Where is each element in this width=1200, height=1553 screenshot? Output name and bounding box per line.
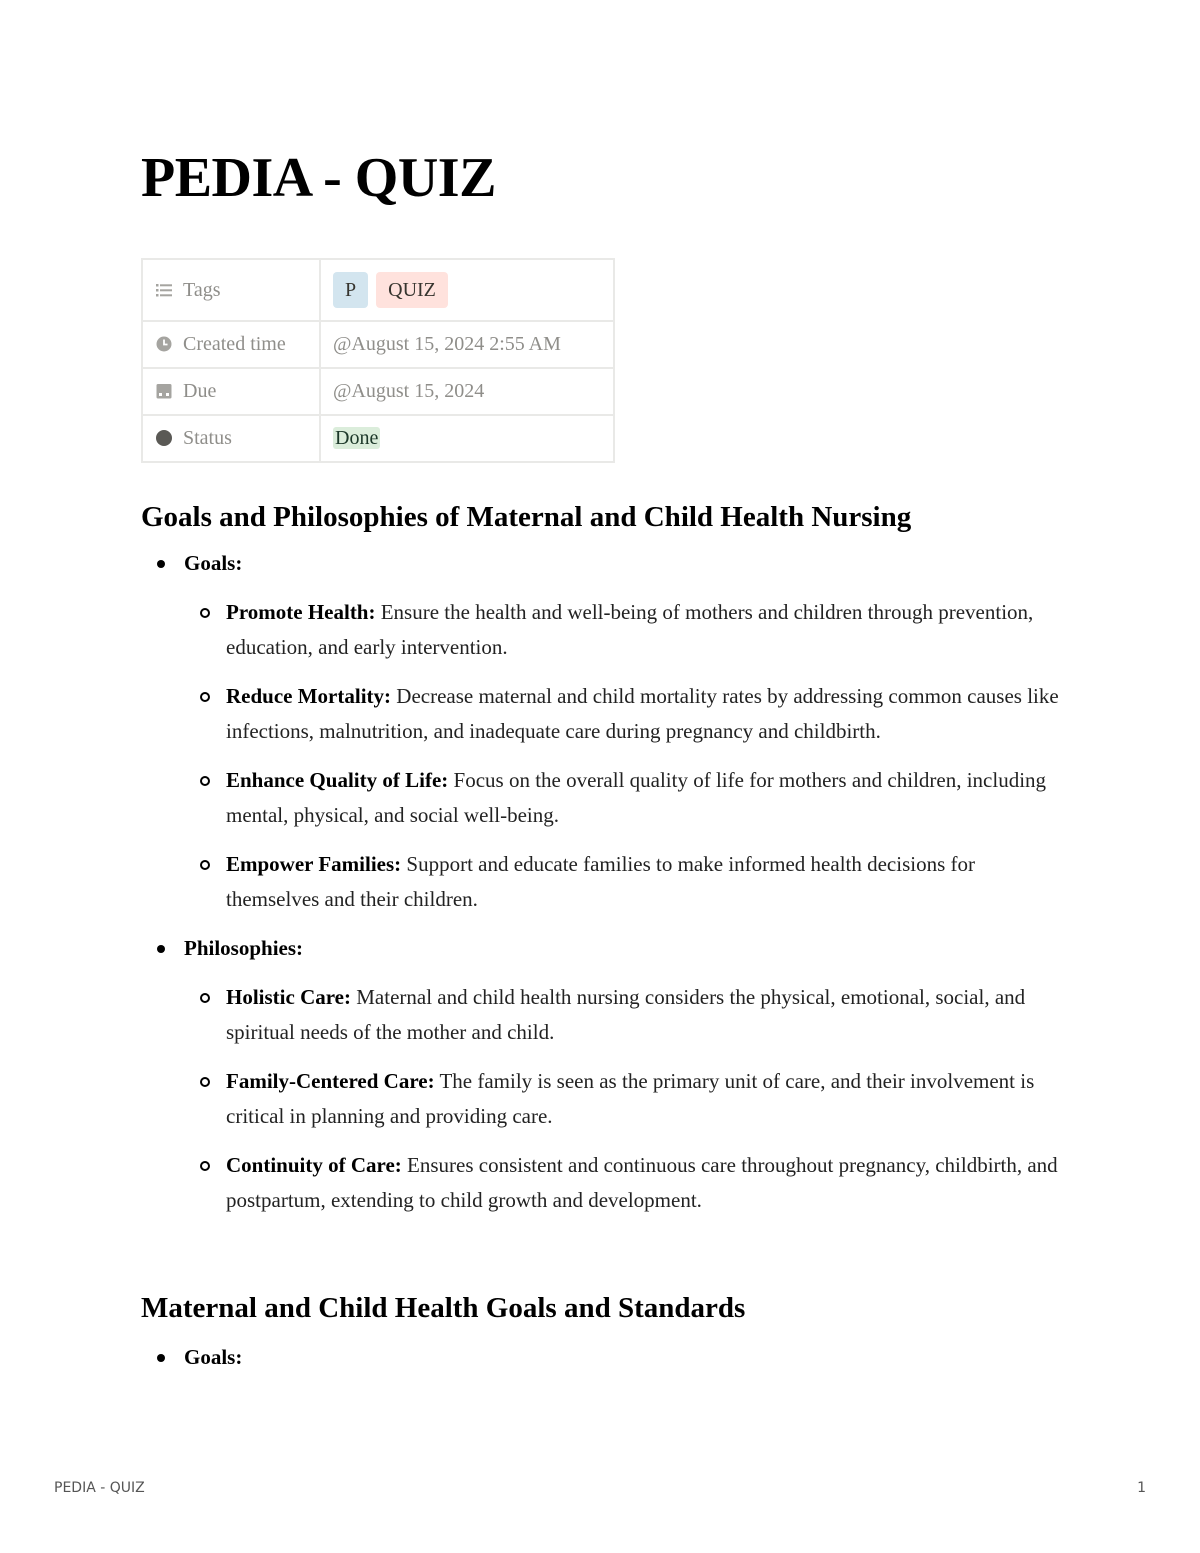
properties-table [141, 258, 615, 463]
item-text: Ensures consistent and continuous care throughout pregnancy, childbirth, and postpartum, extending to child growth and development. [226, 1153, 1058, 1212]
due-label: Due [183, 380, 217, 402]
property-value [320, 415, 614, 462]
due-value: @August 15, 2024 [320, 368, 614, 415]
list-item [141, 931, 1061, 1218]
sub-list [184, 980, 1061, 1218]
status-icon [155, 429, 173, 447]
property-key [142, 368, 320, 415]
list-item [184, 1064, 1061, 1134]
list-item [184, 595, 1061, 665]
list-item [141, 546, 1061, 917]
section-heading: Goals and Philosophies of Maternal and Child Health Nursing [141, 501, 912, 533]
list-item [184, 847, 1061, 917]
item-label: Family-Centered Care: [226, 1069, 435, 1093]
property-row-tags [142, 259, 614, 321]
property-row-status [142, 415, 614, 462]
section-heading: Maternal and Child Health Goals and Standards [141, 1292, 746, 1324]
clock-icon [155, 335, 173, 353]
item-text: Maternal and child health nursing considers the physical, emotional, social, and spiritual needs of the mother and child. [226, 985, 1026, 1044]
item-label: Reduce Mortality: [226, 684, 392, 708]
section1-list [141, 546, 1061, 1232]
footer-title: PEDIA - QUIZ [54, 1480, 145, 1496]
group-label: Goals: [184, 1345, 243, 1369]
property-key [142, 415, 320, 462]
list-item [141, 1340, 1061, 1375]
item-text: Focus on the overall quality of life for mothers and children, including mental, physical, and social well-being. [226, 768, 1047, 827]
page-number: 1 [1137, 1480, 1146, 1496]
section2-list [141, 1340, 1061, 1375]
item-label: Continuity of Care: [226, 1153, 402, 1177]
created-time-value: @August 15, 2024 2:55 AM [320, 321, 614, 368]
property-row-due [142, 368, 614, 415]
item-label: Holistic Care: [226, 985, 351, 1009]
item-text: Decrease maternal and child mortality rates by addressing common causes like infections, malnutrition, and inadequate care during pregnancy and childbirth. [226, 684, 1059, 743]
item-text: The family is seen as the primary unit of care, and their involvement is critical in planning and providing care. [226, 1069, 1035, 1128]
list-item [184, 980, 1061, 1050]
item-label: Enhance Quality of Life: [226, 768, 449, 792]
property-row-created-time [142, 321, 614, 368]
item-text: Support and educate families to make informed health decisions for themselves and their children. [226, 852, 976, 911]
status-badge[interactable]: Done [335, 427, 379, 449]
page-title: PEDIA - QUIZ [141, 147, 496, 209]
item-text: Ensure the health and well-being of mothers and children through prevention, education, and early intervention. [226, 600, 1034, 659]
list-icon [155, 281, 173, 299]
tags-label: Tags [183, 278, 221, 301]
list-item [184, 679, 1061, 749]
property-value [320, 259, 614, 321]
calendar-icon [155, 382, 173, 400]
sub-list [184, 595, 1061, 917]
tag-quiz[interactable]: QUIZ [376, 272, 448, 308]
list-item [184, 1148, 1061, 1218]
group-label: Goals: [184, 551, 243, 575]
list-item [184, 763, 1061, 833]
item-label: Promote Health: [226, 600, 376, 624]
created-time-label: Created time [183, 333, 286, 355]
tag-p[interactable]: P [333, 272, 368, 308]
property-key [142, 321, 320, 368]
item-label: Empower Families: [226, 852, 402, 876]
property-key [142, 259, 320, 321]
group-label: Philosophies: [184, 936, 304, 960]
status-label: Status [183, 427, 232, 449]
